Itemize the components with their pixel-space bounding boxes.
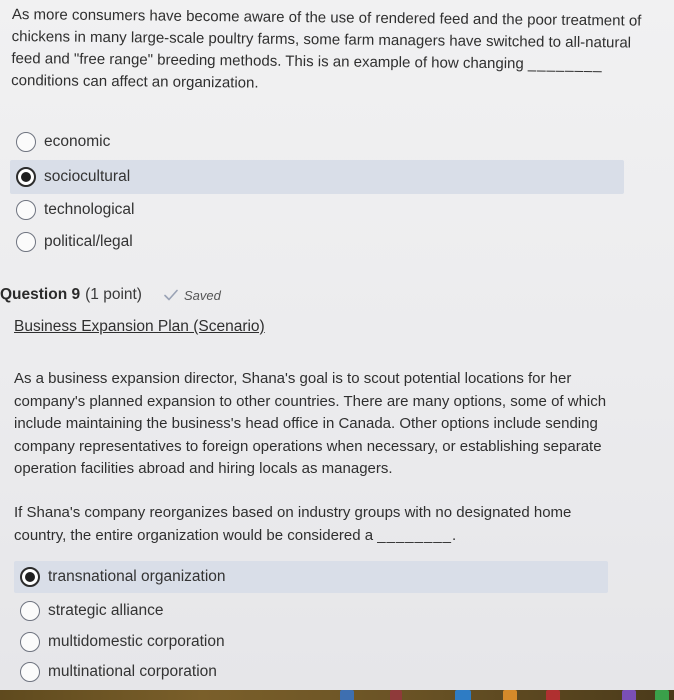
- q9-option-transnational-organization[interactable]: [14, 561, 608, 593]
- dock-strip: [0, 690, 674, 700]
- scenario-link[interactable]: Business Expansion Plan (Scenario): [14, 318, 265, 335]
- question-9-title: Question 9: [0, 286, 81, 303]
- question-9-heading: [0, 286, 221, 304]
- radio-unchecked-icon[interactable]: [20, 632, 40, 652]
- dock-app-icon[interactable]: [622, 690, 636, 700]
- dock-app-icon[interactable]: [340, 690, 354, 700]
- radio-unchecked-icon[interactable]: [16, 232, 36, 252]
- dock-app-icon[interactable]: [390, 690, 402, 700]
- q9-option-label: strategic alliance: [48, 602, 164, 619]
- q9-option-strategic-alliance[interactable]: [20, 596, 608, 626]
- dock-app-icon[interactable]: [455, 690, 471, 700]
- q8-option-political-legal[interactable]: [16, 227, 624, 257]
- radio-unchecked-icon[interactable]: [20, 601, 40, 621]
- q9-option-multinational-corporation[interactable]: [20, 657, 608, 687]
- q8-option-label: political/legal: [44, 233, 133, 250]
- question-8-text: [11, 4, 652, 99]
- q8-option-economic[interactable]: [16, 127, 624, 157]
- radio-unchecked-icon[interactable]: [20, 662, 40, 682]
- dock-app-icon[interactable]: [655, 690, 669, 700]
- question-9-prompt-start: If Shana's company reorganizes based on industry groups with no designated home country, the entire organization would be considered a: [14, 504, 572, 544]
- question-8-text-start: As more consumers have become aware of the use of rendered feed and the poor treatment of chickens in many large-scale poultry farms, some farm managers have switched to all-natural feed and "free range" breeding methods. This is an example of how changing: [11, 5, 642, 73]
- q8-option-label: technological: [44, 201, 135, 218]
- radio-checked-icon[interactable]: [20, 567, 40, 587]
- dock-app-icon[interactable]: [503, 690, 517, 700]
- q8-option-technological[interactable]: [16, 195, 624, 225]
- checkmark-icon: [164, 289, 178, 301]
- dock-app-icon[interactable]: [546, 690, 560, 700]
- q9-option-label: transnational organization: [48, 568, 226, 585]
- q9-option-multidomestic-corporation[interactable]: [20, 627, 608, 657]
- q9-option-label: multidomestic corporation: [48, 633, 225, 650]
- q9-option-label: multinational corporation: [48, 663, 217, 680]
- q8-option-sociocultural[interactable]: [10, 160, 624, 194]
- saved-label: Saved: [183, 287, 221, 303]
- question-9-blank: ________.: [377, 526, 458, 544]
- question-9-scenario-text: As a business expansion director, Shana's goal is to scout potential locations for her company's planned expansion to other countries. There are many options, some of which include maintaining the business's head office in Canada. Other options include sending company representatives to foreign operations when necessary, or establishing separate operation facilities abroad and hiring locals as managers.: [14, 370, 607, 477]
- question-8-text-end: conditions can affect an organization.: [11, 71, 259, 92]
- question-9-points: (1 point): [85, 286, 142, 303]
- radio-unchecked-icon[interactable]: [16, 132, 36, 152]
- question-8-blank: ________: [527, 55, 603, 74]
- radio-unchecked-icon[interactable]: [16, 200, 36, 220]
- question-9-prompt: [14, 502, 624, 547]
- q8-option-label: sociocultural: [44, 168, 131, 185]
- saved-status: [164, 288, 221, 303]
- q8-option-label: economic: [44, 133, 111, 150]
- radio-checked-icon[interactable]: [16, 167, 36, 187]
